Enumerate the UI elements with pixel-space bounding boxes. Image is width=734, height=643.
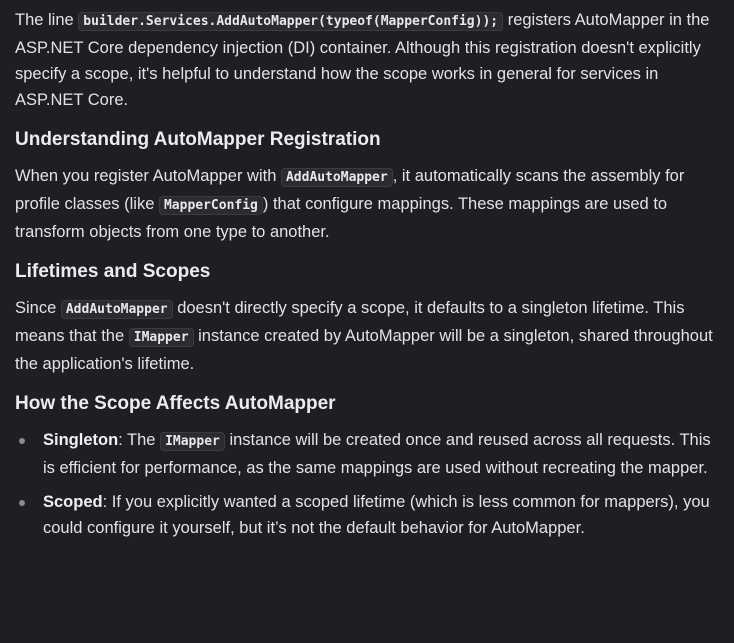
intro-text-1: The line: [15, 11, 79, 29]
heading-lifetimes-scopes: Lifetimes and Scopes: [15, 261, 211, 282]
term-singleton: Singleton: [43, 431, 119, 449]
singleton-text-2: instance will be created once and reused across all requests. This is efficient for performance, as the same mappings are used without recreating the mapper.: [43, 431, 711, 477]
registration-text-1: When you register AutoMapper with: [15, 167, 281, 185]
term-scoped: Scoped: [43, 493, 103, 511]
heading-scope-affects: How the Scope Affects AutoMapper: [15, 393, 336, 414]
lifetimes-text-1: Since: [15, 299, 61, 317]
response-content: [15, 7, 715, 549]
scope-list: [15, 427, 715, 541]
lifetimes-paragraph: [15, 295, 715, 377]
registration-text-3: ) that configure mappings. These mappings are used to transform objects from one type to another.: [15, 195, 668, 241]
intro-code-registration: builder.Services.AddAutoMapper(typeof(MapperConfig));: [78, 12, 503, 31]
code-imapper: IMapper: [160, 432, 225, 451]
heading-understanding-registration: Understanding AutoMapper Registration: [15, 129, 381, 150]
bullet-icon: [19, 438, 25, 444]
list-item-scoped: [15, 489, 715, 541]
registration-paragraph: [15, 163, 715, 245]
lifetimes-text-2: doesn't directly specify a scope, it defaults to a singleton lifetime. This means that the: [15, 299, 685, 345]
intro-text-2: registers AutoMapper in the ASP.NET Core dependency injection (DI) container. Although this registration doesn't explicitly specify a scope, it's helpful to understand how the scope works in general for services in ASP.NET Core.: [15, 11, 710, 109]
lifetimes-text-3: instance created by AutoMapper will be a singleton, shared throughout the application's lifetime.: [15, 327, 713, 373]
code-imapper: IMapper: [129, 328, 194, 347]
registration-text-2: , it automatically scans the assembly for profile classes (like: [15, 167, 685, 213]
intro-paragraph: [15, 7, 715, 113]
code-mapperconfig: MapperConfig: [159, 196, 263, 215]
code-addautomapper: AddAutoMapper: [61, 300, 173, 319]
bullet-icon: [19, 500, 25, 506]
scoped-text-1: : If you explicitly wanted a scoped lifetime (which is less common for mappers), you could configure it yourself, but it’s not the default behavior for AutoMapper.: [43, 493, 710, 537]
list-item-singleton: [15, 427, 715, 481]
singleton-text-1: : The: [118, 431, 161, 449]
code-addautomapper: AddAutoMapper: [281, 168, 393, 187]
